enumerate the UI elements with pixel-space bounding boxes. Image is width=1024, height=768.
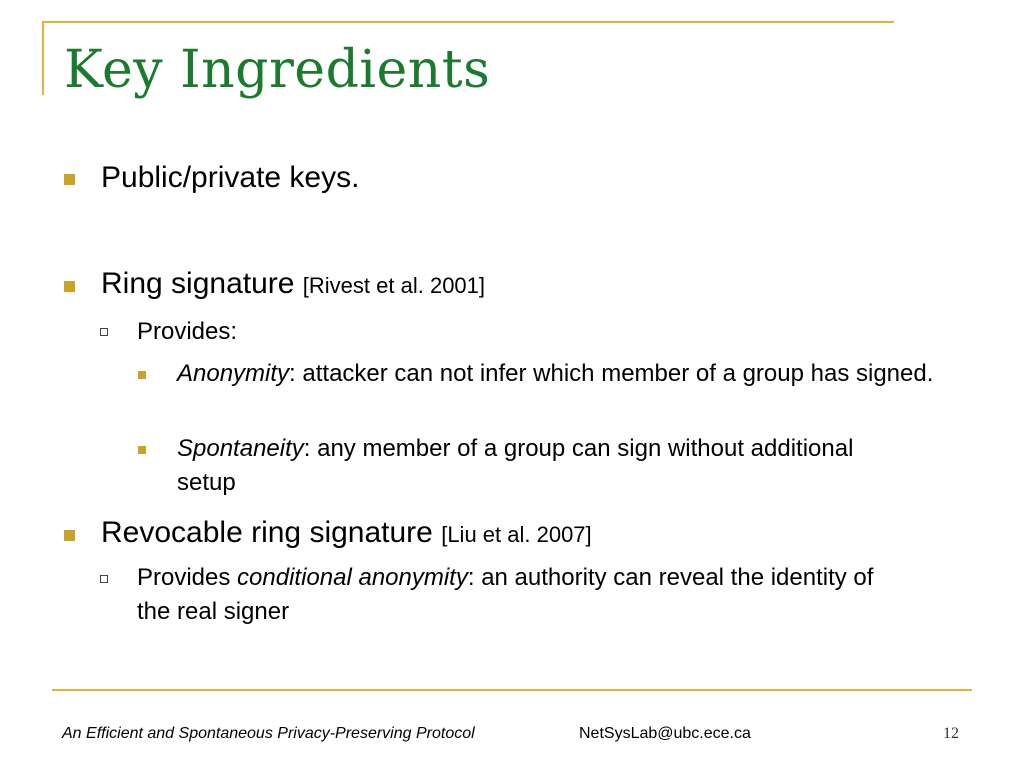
provides-prefix: Provides <box>137 564 238 591</box>
anonymity-term: Anonymity <box>177 360 290 387</box>
footer-contact: NetSysLab@ubc.ece.ca <box>579 725 751 742</box>
sub-bullet-provides: Provides: <box>137 318 238 345</box>
bullet-public-private-keys: Public/private keys. <box>101 161 360 194</box>
footer-presentation-title: An Efficient and Spontaneous Privacy-Preserving Protocol <box>62 725 475 742</box>
hollow-square-bullet-icon <box>100 575 108 583</box>
bullet-square-icon <box>138 371 146 379</box>
bullet-anonymity <box>177 357 947 391</box>
bullet-square-icon <box>138 446 146 454</box>
bullet-ring-signature <box>101 267 485 303</box>
hollow-square-bullet-icon <box>100 328 108 336</box>
conditional-anonymity-term: conditional anonymity <box>237 564 468 591</box>
revocable-ring-signature-citation: [Liu et al. 2007] <box>441 522 592 547</box>
sub-bullet-conditional-anonymity <box>137 561 907 629</box>
ring-signature-label: Ring signature <box>101 267 303 300</box>
spontaneity-term: Spontaneity <box>177 435 304 462</box>
conditional-anonymity-description: : an authority can reveal the identity of the real signer <box>137 564 874 625</box>
left-rule <box>42 21 44 95</box>
spontaneity-description: : any member of a group can sign without additional setup <box>177 435 854 496</box>
top-rule <box>44 21 894 23</box>
bullet-spontaneity <box>177 432 877 500</box>
bullet-square-icon <box>64 530 75 541</box>
bullet-square-icon <box>64 281 75 292</box>
bullet-square-icon <box>64 174 75 185</box>
bullet-revocable-ring-signature <box>101 516 592 552</box>
ring-signature-citation: [Rivest et al. 2001] <box>302 273 486 298</box>
revocable-ring-signature-label: Revocable ring signature <box>101 516 442 549</box>
page-number: 12 <box>943 725 959 742</box>
anonymity-description: : attacker can not infer which member of a group has signed. <box>289 360 934 387</box>
bottom-rule <box>52 689 972 691</box>
slide-title: Key Ingredients <box>64 40 491 100</box>
